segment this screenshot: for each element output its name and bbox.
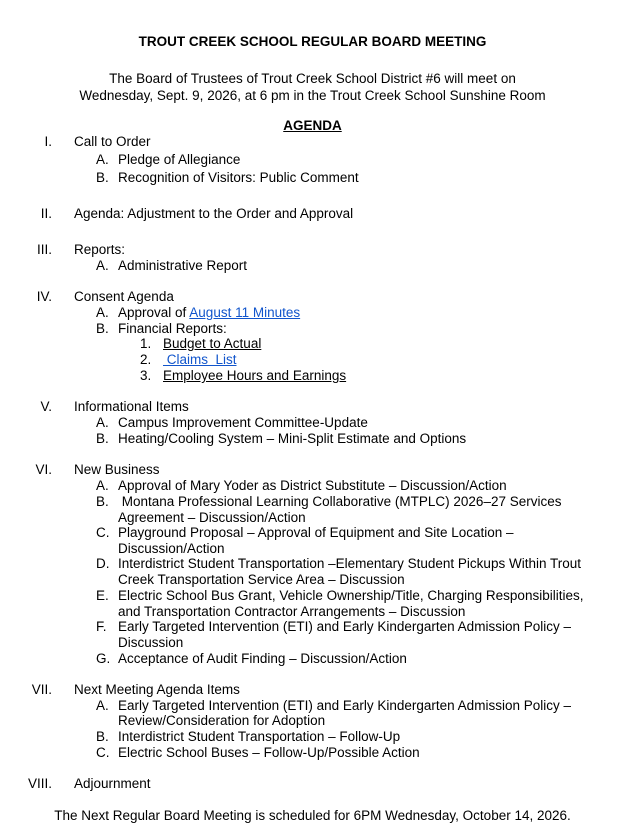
- item-audit-finding: Acceptance of Audit Finding – Discussion/Action: [118, 651, 407, 666]
- intro-line-2: Wednesday, Sept. 9, 2026, at 6 pm in the Trout Creek School Sunshine Room: [79, 88, 546, 103]
- item-playground-line-1: Playground Proposal – Approval of Equipment and Site Location –: [118, 525, 514, 540]
- item-interdistrict-line-2: Creek Transportation Service Area – Discussion: [118, 572, 405, 587]
- next-item-electric-buses: Electric School Buses – Follow-Up/Possible Action: [118, 745, 420, 760]
- next-item-interdistrict: Interdistrict Student Transportation – Follow-Up: [118, 729, 401, 744]
- subitem-number: 2.: [140, 352, 152, 367]
- item-electric-bus-line-2: and Transportation Contractor Arrangements – Discussion: [118, 604, 466, 619]
- section-title-agenda-adjustment: Agenda: Adjustment to the Order and Approval: [74, 206, 354, 221]
- meeting-intro: [0, 70, 625, 104]
- item-letter: B.: [96, 170, 109, 185]
- section-numeral: III.: [36, 242, 52, 257]
- item-letter: G.: [96, 651, 111, 666]
- section-title-next-meeting-items: Next Meeting Agenda Items: [74, 682, 240, 697]
- subitem-number: 3.: [140, 368, 152, 383]
- item-letter: E.: [96, 588, 109, 603]
- item-mary-yoder: Approval of Mary Yoder as District Substitute – Discussion/Action: [118, 478, 507, 493]
- item-letter: C.: [96, 525, 110, 540]
- section-numeral: IV.: [36, 289, 52, 304]
- intro-line-1: The Board of Trustees of Trout Creek School District #6 will meet on: [109, 71, 516, 86]
- item-electric-bus-line-1: Electric School Bus Grant, Vehicle Ownership/Title, Charging Responsibilities,: [118, 588, 584, 603]
- item-letter: A.: [96, 258, 109, 273]
- section-title-reports: Reports:: [74, 242, 126, 257]
- item-letter: A.: [96, 698, 109, 713]
- item-heating-cooling: Heating/Cooling System – Mini-Split Estimate and Options: [118, 431, 467, 446]
- item-letter: A.: [96, 305, 109, 320]
- section-numeral: VIII.: [27, 776, 52, 791]
- item-mtplc-line-2: Agreement – Discussion/Action: [118, 510, 306, 525]
- section-title-new-business: New Business: [74, 462, 160, 477]
- next-meeting-notice: The Next Regular Board Meeting is scheduled for 6PM Wednesday, October 14, 2026.: [54, 808, 571, 823]
- item-campus-improvement: Campus Improvement Committee-Update: [118, 415, 368, 430]
- item-letter: B.: [96, 431, 109, 446]
- item-letter: B.: [96, 494, 109, 509]
- item-financial-reports: Financial Reports:: [118, 321, 227, 336]
- next-item-eti-line-2: Review/Consideration for Adoption: [118, 713, 326, 728]
- item-letter: B.: [96, 321, 109, 336]
- item-letter: A.: [96, 152, 109, 167]
- budget-to-actual-link[interactable]: Budget to Actual: [163, 336, 262, 351]
- item-approval-minutes: [118, 305, 300, 321]
- document-title: TROUT CREEK SCHOOL REGULAR BOARD MEETING: [138, 34, 487, 49]
- agenda-heading: AGENDA: [283, 118, 342, 133]
- section-numeral: V.: [40, 399, 52, 414]
- item-letter: D.: [96, 556, 110, 571]
- item-interdistrict-line-1: Interdistrict Student Transportation –Elementary Student Pickups Within Trout: [118, 556, 581, 571]
- item-mtplc-line-1: Montana Professional Learning Collaborative (MTPLC) 2026–27 Services: [118, 494, 562, 509]
- subitem-number: 1.: [140, 336, 152, 351]
- item-letter: A.: [96, 415, 109, 430]
- section-numeral: II.: [40, 206, 52, 221]
- item-letter: A.: [96, 478, 109, 493]
- item-letter: C.: [96, 745, 110, 760]
- section-numeral: VII.: [31, 682, 52, 697]
- next-item-eti-line-1: Early Targeted Intervention (ETI) and Early Kindergarten Admission Policy –: [118, 698, 571, 713]
- section-title-consent-agenda: Consent Agenda: [74, 289, 174, 304]
- employee-hours-link[interactable]: Employee Hours and Earnings: [163, 368, 347, 383]
- item-eti-line-2: Discussion: [118, 635, 184, 650]
- item-approval-label: Approval of: [118, 305, 190, 320]
- item-letter: B.: [96, 729, 109, 744]
- item-playground-line-2: Discussion/Action: [118, 541, 225, 556]
- claims-list-link[interactable]: Claims List: [163, 352, 237, 367]
- item-letter: F.: [96, 619, 107, 634]
- item-public-comment: Recognition of Visitors: Public Comment: [118, 170, 359, 185]
- section-title-informational-items: Informational Items: [74, 399, 189, 414]
- section-title-adjournment: Adjournment: [74, 776, 151, 791]
- section-numeral: VI.: [35, 462, 52, 477]
- item-pledge: Pledge of Allegiance: [118, 152, 241, 167]
- section-title-call-to-order: Call to Order: [74, 134, 151, 149]
- item-administrative-report: Administrative Report: [118, 258, 248, 273]
- section-numeral: I.: [44, 134, 52, 149]
- item-eti-line-1: Early Targeted Intervention (ETI) and Early Kindergarten Admission Policy –: [118, 619, 571, 634]
- august-minutes-link[interactable]: August 11 Minutes: [189, 305, 301, 320]
